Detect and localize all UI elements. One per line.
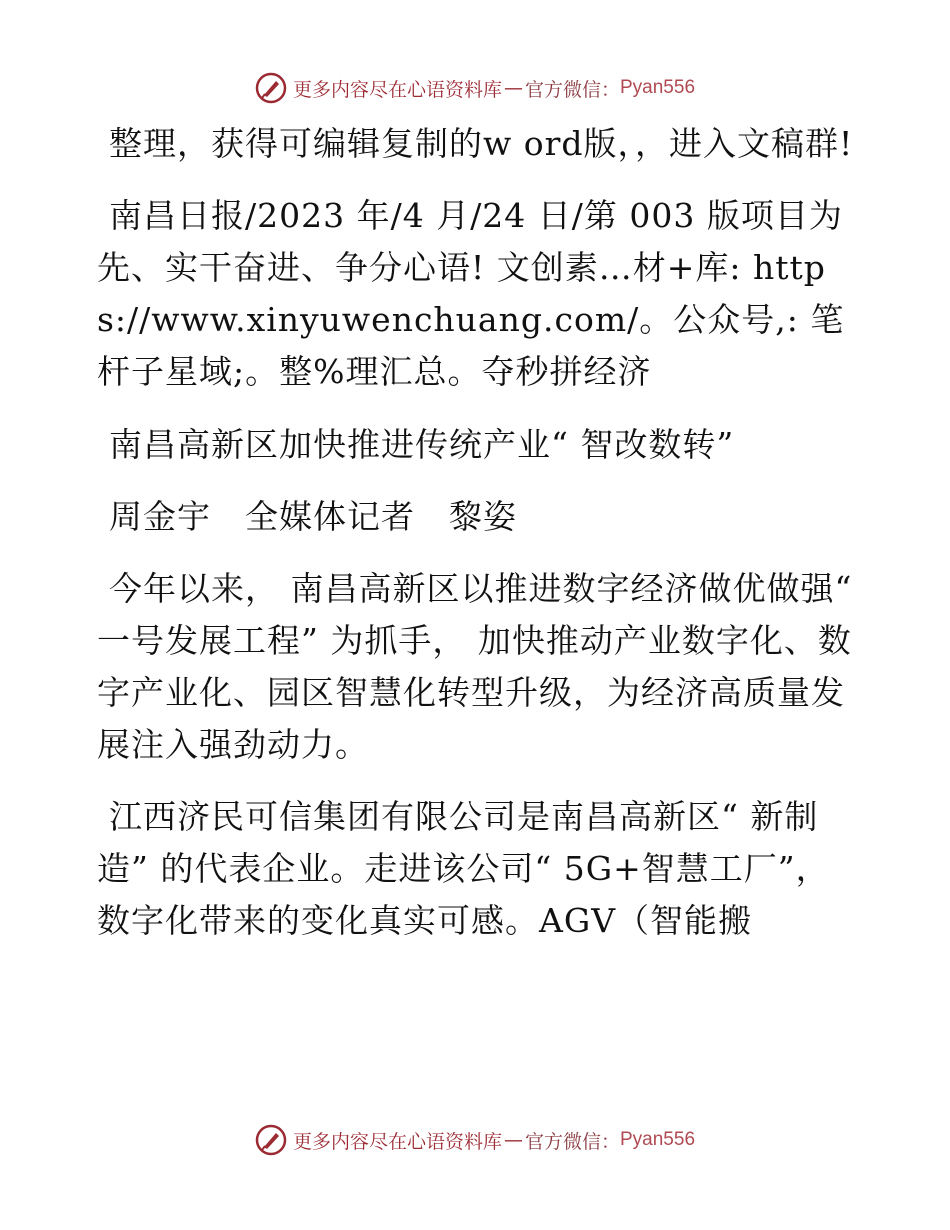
quill-pen-logo-icon <box>255 1124 287 1156</box>
paragraph-source: 南昌日报/2023 年/4 月/24 日/第 003 版项目为先、实干奋进、争分心语! 文创素…材+库: https://www.xinyuwenchuang.com/。公众号,: 笔杆子星域;。整%理汇总。夺秒拼经济 <box>97 196 845 391</box>
paragraph-intro: 整理，获得可编辑复制的w ord版，，进入文稿群! <box>109 124 854 163</box>
watermark-library-text: 更多内容尽在心语资料库 <box>292 1130 502 1153</box>
article-title: 南昌高新区加快推进传统产业“ 智改数转” <box>109 425 735 464</box>
watermark-dash: — <box>503 77 523 99</box>
watermark-wechat-id: Pyan556 <box>620 1129 696 1150</box>
footer-watermark <box>0 1124 950 1156</box>
article-byline: 周金宇 全媒体记者 黎姿 <box>109 497 517 536</box>
quill-pen-logo-icon <box>255 72 287 104</box>
watermark-dash: — <box>503 1129 523 1151</box>
paragraph-company: 江西济民可信集团有限公司是南昌高新区“ 新制造” 的代表企业。走进该公司“ 5G+智慧工厂”，数字化带来的变化真实可感。AGV（智能搬 <box>97 797 830 940</box>
header-watermark <box>0 72 950 104</box>
watermark-wechat-id: Pyan556 <box>620 77 696 98</box>
watermark-wechat-label: 官方微信： <box>524 78 620 101</box>
document-body <box>97 118 857 947</box>
paragraph-lead: 今年以来， 南昌高新区以推进数字经济做优做强“ 一号发展工程” 为抓手， 加快推动产业数字化、数字产业化、园区智慧化转型升级，为经济高质量发展注入强劲动力。 <box>97 569 853 764</box>
watermark-library-text: 更多内容尽在心语资料库 <box>292 78 502 101</box>
watermark-wechat-label: 官方微信： <box>524 1130 620 1153</box>
